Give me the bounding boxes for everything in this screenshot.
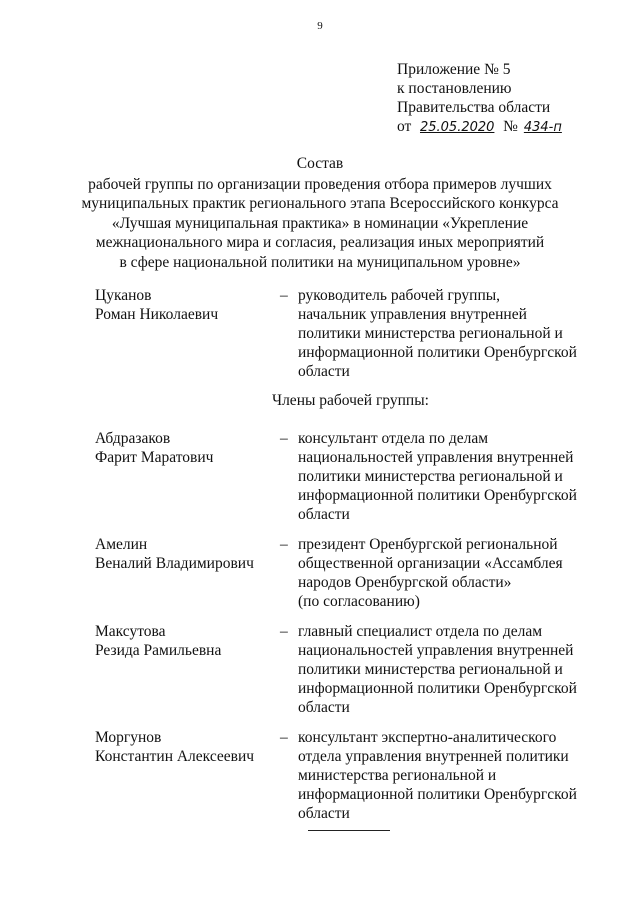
- role-line: области: [298, 805, 350, 822]
- given-names: Резида Рамильевна: [95, 642, 222, 659]
- dash: –: [280, 536, 288, 553]
- person-name: [95, 535, 275, 573]
- surname: Амелин: [95, 536, 148, 553]
- document-title: [0, 154, 640, 272]
- appendix-line-1: Приложение № 5: [397, 61, 511, 78]
- role-line: информационной политики Оренбургской: [298, 344, 577, 361]
- surname: Максутова: [95, 623, 166, 640]
- title-heading: Состав: [296, 155, 344, 172]
- role-line: отдела управления внутренней политики: [298, 748, 569, 765]
- dash: –: [280, 430, 288, 447]
- role-line: области: [298, 506, 350, 523]
- given-names: Веналий Владимирович: [95, 555, 254, 572]
- person-name: [95, 286, 275, 324]
- role-line: политики министерства региональной и: [298, 325, 563, 342]
- role-line: консультант экспертно-аналитического: [298, 729, 557, 746]
- role-line: министерства региональной и: [298, 767, 497, 784]
- role-line: области: [298, 363, 350, 380]
- title-line: межнационального мира и согласия, реализация иных мероприятий: [95, 234, 545, 251]
- role-line: национальностей управления внутренней: [298, 449, 574, 466]
- given-names: Роман Николаевич: [95, 306, 219, 323]
- role-line: народов Оренбургской области»: [298, 574, 512, 591]
- person-role: [298, 286, 598, 381]
- title-line: муниципальных практик регионального этапа Всероссийского конкурса: [81, 195, 559, 212]
- role-line: консультант отдела по делам: [298, 430, 489, 447]
- dash: –: [280, 623, 288, 640]
- title-line: в сфере национальной политики на муниципальном уровне»: [119, 253, 521, 271]
- role-line: (по согласованию): [298, 593, 420, 610]
- dash: –: [280, 287, 288, 304]
- page-number: 9: [317, 20, 323, 32]
- date-handwritten: 25.05.2020: [419, 120, 495, 135]
- role-line: области: [298, 699, 350, 716]
- role-line: главный специалист отдела по делам: [298, 623, 543, 640]
- person-role: [298, 728, 598, 823]
- role-line: руководитель рабочей группы,: [298, 287, 501, 304]
- appendix-line-3: Правительства области: [397, 99, 551, 116]
- appendix-block: [397, 60, 568, 137]
- dash: –: [280, 729, 288, 746]
- number-handwritten: 434-п: [523, 120, 562, 135]
- given-names: Константин Алексеевич: [95, 748, 255, 765]
- role-line: общественной организации «Ассамблея: [298, 555, 563, 572]
- members-heading: Члены рабочей группы:: [272, 392, 429, 409]
- person-role: [298, 429, 598, 524]
- title-line: «Лучшая муниципальная практика» в номинации «Укрепление: [111, 214, 529, 232]
- surname: Абдразаков: [95, 430, 171, 447]
- appendix-date-line: [397, 117, 568, 137]
- role-line: политики министерства региональной и: [298, 468, 563, 485]
- role-line: начальник управления внутренней: [298, 306, 527, 323]
- title-line: рабочей группы по организации проведения отбора примеров лучших: [88, 175, 552, 193]
- person-role: [298, 535, 598, 611]
- person-name: [95, 429, 275, 467]
- closing-divider: [308, 830, 390, 831]
- appendix-line-2: к постановлению: [397, 80, 512, 97]
- role-line: информационной политики Оренбургской: [298, 487, 577, 504]
- number-prefix: №: [503, 118, 518, 135]
- role-line: президент Оренбургской региональной: [298, 536, 558, 553]
- role-line: информационной политики Оренбургской: [298, 786, 577, 803]
- role-line: политики министерства региональной и: [298, 661, 563, 678]
- person-name: [95, 622, 275, 660]
- person-name: [95, 728, 275, 766]
- person-role: [298, 622, 598, 717]
- role-line: национальностей управления внутренней: [298, 642, 574, 659]
- role-line: информационной политики Оренбургской: [298, 680, 577, 697]
- surname: Цуканов: [95, 287, 152, 304]
- surname: Моргунов: [95, 729, 162, 746]
- date-prefix: от: [397, 118, 412, 135]
- given-names: Фарит Маратович: [95, 449, 214, 466]
